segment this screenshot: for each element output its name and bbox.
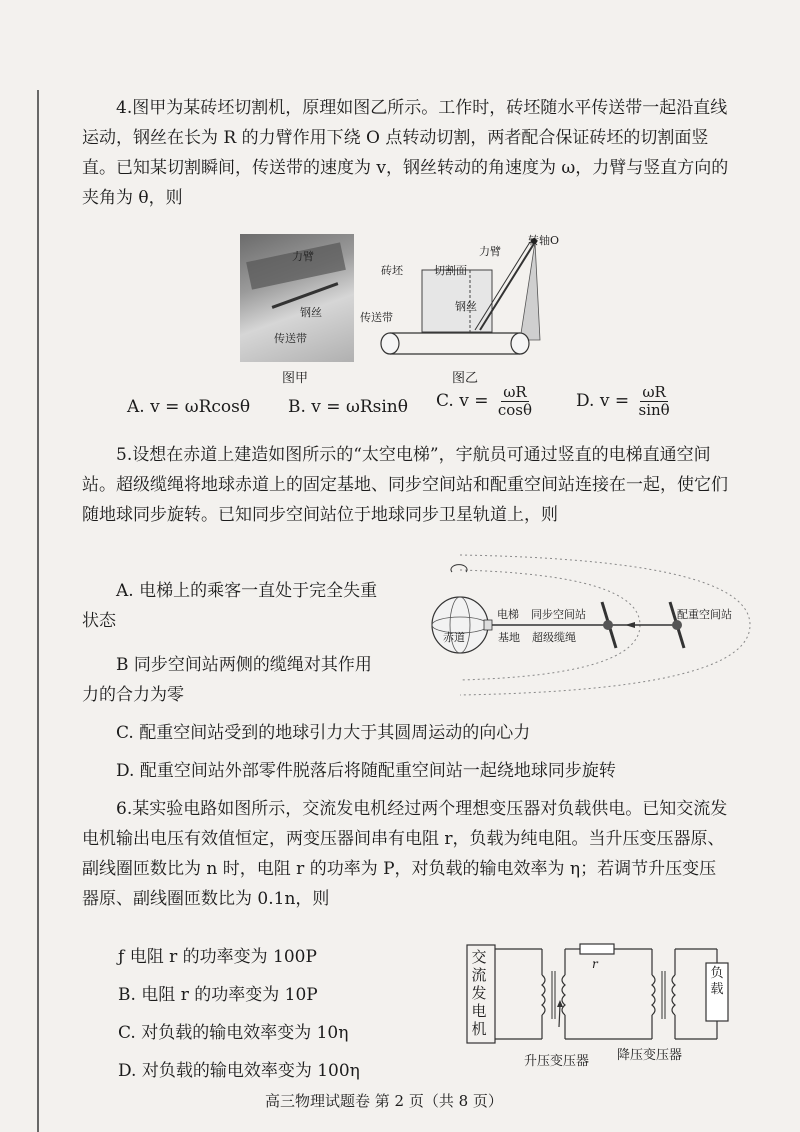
q6-option-a[interactable]: ƒ 电阻 r 的功率变为 100P [118,947,317,967]
q4-option-a[interactable]: A. v = ωRcosθ [127,397,251,417]
q4-option-b[interactable]: B. v = ωRsinθ [288,397,408,417]
q4-stem: 4.图甲为某砖坯切割机，原理如图乙所示。工作时，砖坯随水平传送带一起沿直线运动，钢丝在长为 R 的力臂作用下绕 O 点转动切割，两者配合保证砖坯的切割面竖直。已知某切割瞬间，传送带的速度为 v，钢丝转动的角速度为 ω，力臂与竖直方向的夹角为 θ，则 [82,98,729,208]
q4-option-d-prefix: D. v = [576,391,630,411]
photo-belt-label: 传送带 [274,332,307,345]
diagram-axis-label: 转轴O [528,234,560,247]
equator-label: 赤道 [443,631,465,644]
diagram-belt-label: 传送带 [360,311,393,324]
q6-option-c[interactable]: C. 对负载的输电效率变为 10η [118,1023,349,1043]
q4-option-d-fraction [637,384,672,419]
q6-stem: 6.某实验电路如图所示，交流发电机经过两个理想变压器对负载供电。已知交流发电机输出电压有效值恒定，两变压器间串有电阻 r，负载为纯电阻。当升压变压器原、副线圈匝数比为 n 时，电阻 r 的功率为 P，对负载的输电效率为 η；若调节升压变压器原、副线圈匝数比为 0.1n，则 [82,799,728,909]
q5-option-d[interactable]: D. 配重空间站外部零件脱落后将随配重空间站一起绕地球同步旋转 [116,761,616,781]
diagram-brick-label: 砖坯 [381,264,403,277]
q4-option-c[interactable] [436,384,536,419]
margin-line [37,90,39,1132]
q4-option-c-num: ωR [503,383,527,401]
base-label: 基地 [498,631,520,644]
space-elevator-diagram [420,550,750,700]
q4-option-c-den: cosθ [497,401,533,419]
fig-yi-caption: 图乙 [451,371,478,386]
fig-jia-caption: 图甲 [281,371,308,386]
q5-option-c[interactable]: C. 配重空间站受到的地球引力大于其圆周运动的向心力 [116,723,531,743]
photo-arm-label: 力臂 [292,250,314,263]
generator-label: 交流发电机 [471,948,487,1038]
sync-station-label: 同步空间站 [531,608,586,621]
diagram-wire-label: 钢丝 [455,300,477,313]
q6-option-d[interactable]: D. 对负载的输电效率变为 100η [118,1061,360,1081]
cable-label: 超级缆绳 [532,631,576,644]
q4-option-d[interactable] [576,384,674,419]
q6-circuit-diagram [462,935,732,1050]
load-label: 负载 [710,966,724,997]
diagram-arm-label: 力臂 [479,245,501,258]
step-up-label: 升压变压器 [524,1054,590,1069]
q5-stem: 5.设想在赤道上建造如图所示的“太空电梯”，宇航员可通过竖直的电梯直通空间站。超级缆绳将地球赤道上的固定基地、同步空间站和配重空间站连接在一起，使它们随地球同步旋转。已知同步空间站位于地球同步卫星轨道上，则 [82,445,728,525]
photo-wire-label: 钢丝 [300,306,322,319]
counter-station-label: 配重空间站 [677,608,732,621]
q6-option-b[interactable]: B. 电阻 r 的功率变为 10P [118,985,318,1005]
q4-photo-jia [240,234,354,362]
page-footer: 高三物理试题卷 第 2 页（共 8 页） [265,1092,503,1110]
r-label: r [592,957,598,971]
q5-option-a[interactable]: A. 电梯上的乘客一直处于完全失重状态 [82,581,378,631]
q4-option-c-prefix: C. v = [436,391,489,411]
q5-option-b[interactable]: B 同步空间站两侧的缆绳对其作用力的合力为零 [82,655,372,705]
step-down-label: 降压变压器 [617,1048,683,1063]
elevator-label: 电梯 [497,608,519,621]
q4-option-c-fraction [496,384,534,419]
diagram-cut-label: 切割面 [434,264,467,277]
q4-option-d-num: ωR [642,383,666,401]
q4-option-d-den: sinθ [638,401,670,419]
